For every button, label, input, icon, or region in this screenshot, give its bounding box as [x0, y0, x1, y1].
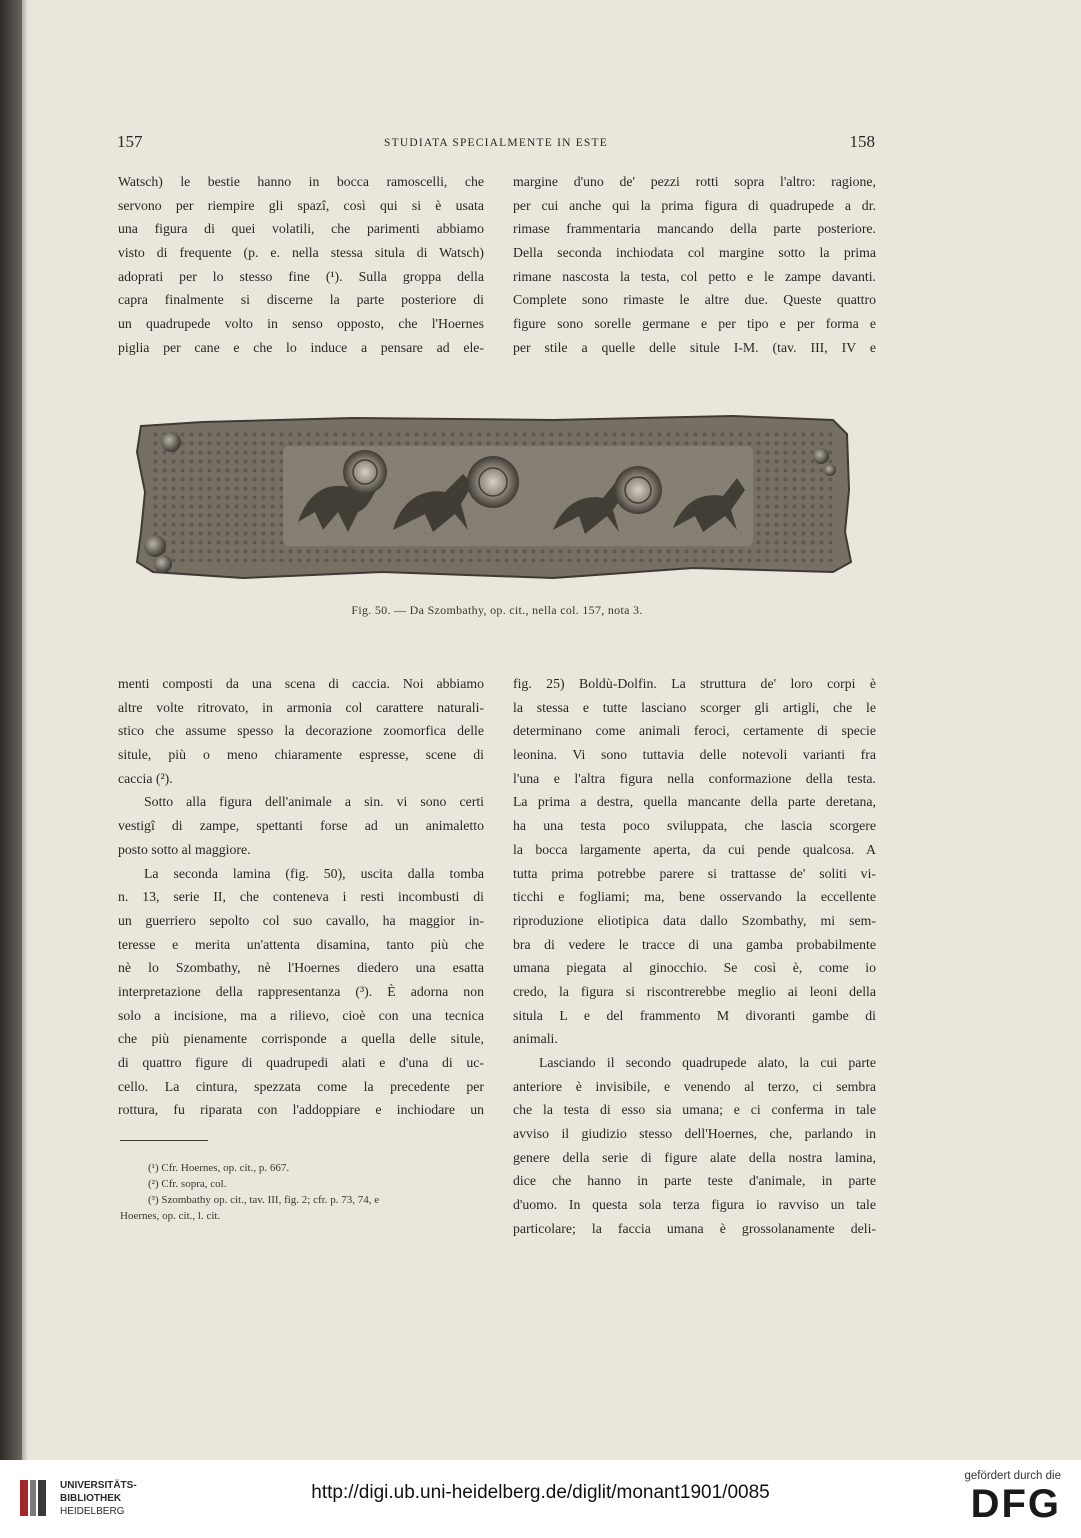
text-line: Watsch) le bestie hanno in bocca ramoscelli, che [118, 174, 484, 189]
text-line: piglia per cane e che lo induce a pensare ad ele- [118, 339, 484, 355]
text-line: particolare; la faccia umana è grossolanamente deli- [513, 1220, 876, 1236]
text-line: determinano come animali feroci, certamente di specie [513, 723, 876, 739]
page-number-right: 158 [849, 132, 875, 151]
text-line: rottura, fu riparata con l'addoppiare e inchiodare un [118, 1102, 484, 1118]
text-column-right-top [513, 170, 876, 360]
text-line: La prima a destra, quella mancante della parte deretana, [513, 794, 876, 810]
text-line: La seconda lamina (fig. 50), uscita dalla tomba [144, 865, 484, 881]
text-line: per stile a quelle delle situle I-M. (tav. III, IV e [513, 339, 876, 355]
book-spine [0, 0, 22, 1460]
text-line: un quadrupede volto in senso opposto, che l'Hoernes [118, 316, 484, 332]
text-line: posto sotto al maggiore. [118, 841, 251, 857]
text-line: stico che assume spesso la decorazione zoomorfica delle [118, 723, 484, 739]
text-column-left-top [118, 170, 484, 360]
text-line: altre volte ritrovato, in armonia col carattere naturali- [118, 699, 484, 715]
text-line: figure sono sorelle germane e per tipo e per forma e [513, 316, 876, 332]
text-line: caccia (²). [118, 770, 173, 786]
footnotes [120, 1160, 486, 1224]
text-line: rimase frammentaria mancando della parte posteriore. [513, 221, 876, 237]
text-column-right-bottom [513, 672, 876, 1241]
funded-by-label: gefördert durch die [964, 1470, 1061, 1482]
text-line: Della seconda inchiodata col margine sotto la prima [513, 245, 876, 261]
text-line: una figura di quei volatili, che parimenti abbiamo [118, 221, 484, 237]
text-line: situla L e del frammento M divoranti gambe di [513, 1007, 876, 1023]
dfg-logo-text: DFG [970, 1482, 1061, 1526]
text-line: nè lo Szombathy, nè l'Hoernes diedero una esatta [118, 960, 484, 976]
text-line: Lasciando il secondo quadrupede alato, la cui parte [539, 1055, 876, 1070]
text-line: n. 13, serie II, che conteneva i resti incombusti di [118, 889, 484, 905]
text-line: situle, più o meno chiaramente espresse, scene di [118, 747, 484, 763]
text-line: genere della serie di figure alate della nostra lamina, [513, 1149, 876, 1165]
text-line: capra finalmente si discerne la parte posteriore di [118, 292, 484, 308]
text-line: per cui anche qui la prima figura di quadrupede a dr. [513, 197, 876, 213]
text-line: di quattro figure di quadrupedi alati e d'una di uc- [118, 1055, 484, 1070]
text-line: credo, la figura si riscontrerebbe meglio ai leoni della [513, 983, 876, 999]
text-line: animali. [513, 1031, 558, 1047]
text-line: anteriore è invisibile, e venendo al terzo, ci sembra [513, 1078, 876, 1094]
library-name-line: UNIVERSITÄTS- [60, 1480, 137, 1491]
text-line: vestigî di zampe, spettanti forse ad un animaletto [118, 818, 484, 834]
text-line: un guerriero sepolto col suo cavallo, ha maggior in- [118, 912, 484, 928]
footnote-3: (³) Szombathy op. cit., tav. III, fig. 2; cfr. p. 73, 74, e [148, 1194, 380, 1206]
text-line: Sotto alla figura dell'animale a sin. vi sono certi [144, 794, 484, 810]
library-name-line: HEIDELBERG [60, 1506, 125, 1517]
text-line: umana piegata al ginocchio. Se così è, come io [513, 960, 876, 976]
permalink-url[interactable]: http://digi.ub.uni-heidelberg.de/diglit/monant1901/0085 [311, 1482, 770, 1503]
dfg-funding-logo[interactable] [941, 1470, 1061, 1532]
text-line: riproduzione eliotipica data dallo Szombathy, mi sem- [513, 912, 876, 928]
library-name-line: BIBLIOTHEK [60, 1493, 122, 1504]
footnote-separator [120, 1140, 208, 1141]
text-line: margine d'uno de' pezzi rotti sopra l'altro: ragione, [513, 174, 876, 189]
text-line: l'una e l'altra figura nella conformazione della testa. [513, 770, 876, 786]
text-line: cello. La cintura, spezzata come la precedente per [118, 1078, 484, 1094]
text-line: dice che hanno in parte teste d'animale, in parte [513, 1173, 876, 1189]
text-line: Complete sono rimaste le altre due. Queste quattro [513, 292, 876, 308]
text-line: adoprati per lo stesso fine (¹). Sulla groppa della [118, 268, 484, 284]
text-line: che la testa di esso sia umana; e ci conferma in tale [513, 1102, 876, 1118]
text-line: ticchi e fogliami; ma, bene osservando la eccellente [513, 889, 876, 905]
text-line: la bocca largamente aperta, da cui pende qualcosa. A [513, 841, 876, 857]
page-gutter-shadow [22, 0, 28, 1460]
page-number-left: 157 [117, 132, 143, 151]
text-line: che più pienamente corrisponde a quella delle situle, [118, 1031, 484, 1047]
bronze-belt-relief-image [133, 412, 853, 587]
text-line: menti composti da una scena di caccia. Noi abbiamo [118, 676, 484, 691]
text-line: rimane nascosta la testa, col petto e le zampe davanti. [513, 268, 876, 284]
text-line: leonina. Vi sono tuttavia delle notevoli varianti fra [513, 747, 876, 763]
text-line: avviso il giudizio stesso dell'Hoernes, che, parlando in [513, 1126, 876, 1142]
footnote-3-continued: Hoernes, op. cit., l. cit. [120, 1210, 221, 1222]
footnote-2: (²) Cfr. sopra, col. [148, 1178, 227, 1190]
footnote-1: (¹) Cfr. Hoernes, op. cit., p. 667. [148, 1162, 290, 1174]
running-head [117, 132, 875, 156]
text-line: ha una testa poco sviluppata, che lascia scorgere [513, 818, 876, 834]
viewer-footer [0, 1460, 1081, 1538]
text-line: visto di frequente (p. e. nella stessa situla di Watsch) [118, 245, 484, 261]
text-line: servono per riempire gli spazî, così qui si è usata [118, 197, 484, 213]
text-line: d'uomo. In questa sola terza figura io ravviso un tale [513, 1197, 876, 1213]
figure-caption: Fig. 50. — Da Szombathy, op. cit., nella col. 157, nota 3. [351, 603, 643, 617]
text-line: bra di vedere le tracce di una gamba probabilmente [513, 936, 876, 952]
running-title: STUDIATA SPECIALMENTE IN ESTE [384, 137, 608, 149]
text-line: la stessa e tutte lasciano scorger gli artigli, che le [513, 699, 876, 715]
text-line: tutta prima potrebbe parere si trattasse de' soliti vi- [513, 865, 876, 881]
text-line: teresse e merita un'attenta disamina, tanto più che [118, 936, 484, 952]
text-line: solo a incisione, ma a rilievo, cioè con una tecnica [118, 1007, 484, 1023]
text-line: fig. 25) Boldù-Dolfin. La struttura de' loro corpi è [513, 676, 876, 691]
text-line: interpretazione della rappresentanza (³). È adorna non [118, 983, 484, 999]
text-column-left-bottom [118, 672, 484, 1122]
